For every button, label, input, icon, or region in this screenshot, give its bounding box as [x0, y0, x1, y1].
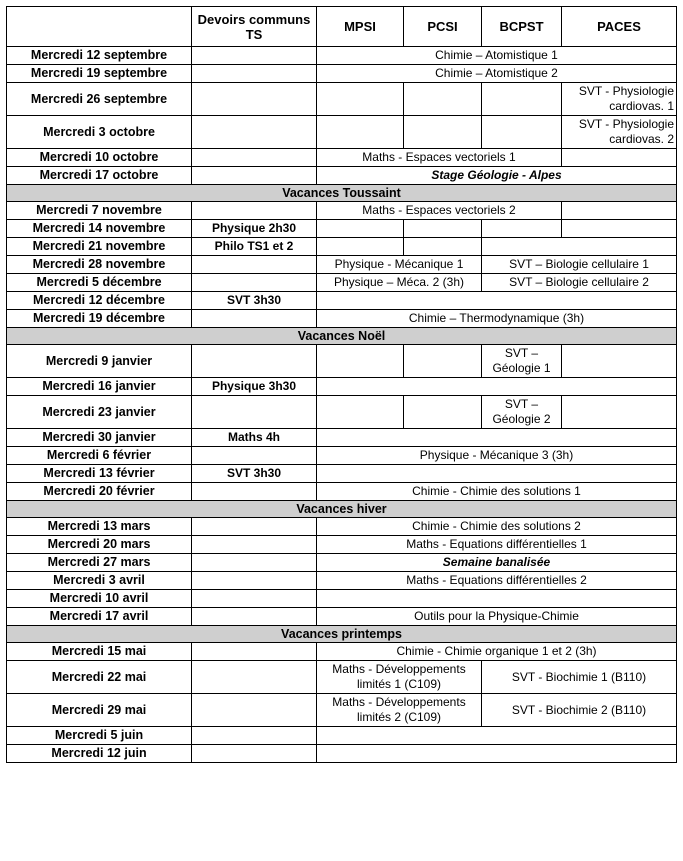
table-row [7, 292, 677, 310]
row-date: Mercredi 15 mai [7, 643, 192, 661]
mpsi-cell [317, 220, 404, 238]
pcsi-cell [404, 238, 482, 256]
table-row [7, 47, 677, 65]
vacation-row [7, 185, 677, 202]
devoirs-cell [192, 727, 317, 745]
devoirs-cell [192, 83, 317, 116]
devoirs-cell [192, 116, 317, 149]
row-date: Mercredi 22 mai [7, 661, 192, 694]
table-row [7, 378, 677, 396]
empty-span [317, 378, 677, 396]
header-mpsi: MPSI [317, 7, 404, 47]
mpsi-cell [317, 83, 404, 116]
devoirs-cell [192, 167, 317, 185]
paces-cell [562, 345, 677, 378]
empty-span [317, 727, 677, 745]
session-mpsi-pcsi: Physique - Mécanique 1 [317, 256, 482, 274]
devoirs-cell [192, 590, 317, 608]
row-date: Mercredi 28 novembre [7, 256, 192, 274]
pcsi-cell [404, 345, 482, 378]
bcpst-cell [482, 116, 562, 149]
devoirs-cell: Maths 4h [192, 429, 317, 447]
pcsi-cell [404, 83, 482, 116]
devoirs-cell [192, 745, 317, 763]
empty-span-bcpst-paces [482, 238, 677, 256]
devoirs-cell [192, 643, 317, 661]
session-mpsi-to-paces: Chimie – Thermodynamique (3h) [317, 310, 677, 328]
table-row [7, 238, 677, 256]
devoirs-cell [192, 554, 317, 572]
table-row [7, 149, 677, 167]
vacation-label: Vacances printemps [7, 626, 677, 643]
devoirs-cell [192, 396, 317, 429]
devoirs-cell [192, 518, 317, 536]
devoirs-cell: Physique 3h30 [192, 378, 317, 396]
devoirs-cell [192, 572, 317, 590]
pcsi-cell [404, 220, 482, 238]
devoirs-cell [192, 256, 317, 274]
table-row [7, 220, 677, 238]
mpsi-cell [317, 345, 404, 378]
table-row [7, 661, 677, 694]
session-mpsi-to-paces: Outils pour la Physique-Chimie [317, 608, 677, 626]
header-paces: PACES [562, 7, 677, 47]
session-mpsi-pcsi: Physique – Méca. 2 (3h) [317, 274, 482, 292]
table-row [7, 518, 677, 536]
mpsi-cell [317, 116, 404, 149]
devoirs-cell [192, 694, 317, 727]
session-bcpst-paces: SVT – Biologie cellulaire 1 [482, 256, 677, 274]
paces-cell [562, 149, 677, 167]
session-mpsi-to-paces: Stage Géologie - Alpes [317, 167, 677, 185]
row-date: Mercredi 20 février [7, 483, 192, 501]
devoirs-cell: Physique 2h30 [192, 220, 317, 238]
devoirs-cell [192, 536, 317, 554]
paces-cell [562, 220, 677, 238]
row-date: Mercredi 12 septembre [7, 47, 192, 65]
row-date: Mercredi 13 mars [7, 518, 192, 536]
row-date: Mercredi 17 octobre [7, 167, 192, 185]
table-row [7, 256, 677, 274]
table-row [7, 65, 677, 83]
devoirs-cell: SVT 3h30 [192, 292, 317, 310]
row-date: Mercredi 19 septembre [7, 65, 192, 83]
row-date: Mercredi 26 septembre [7, 83, 192, 116]
session-mpsi-to-paces: Chimie - Chimie organique 1 et 2 (3h) [317, 643, 677, 661]
paces-cell: SVT - Physiologie cardiovas. 2 [562, 116, 677, 149]
row-date: Mercredi 3 octobre [7, 116, 192, 149]
table-row [7, 483, 677, 501]
row-date: Mercredi 30 janvier [7, 429, 192, 447]
header-date-column [7, 7, 192, 47]
devoirs-cell: Philo TS1 et 2 [192, 238, 317, 256]
session-mpsi-to-paces: Chimie - Chimie des solutions 2 [317, 518, 677, 536]
row-date: Mercredi 20 mars [7, 536, 192, 554]
table-row [7, 396, 677, 429]
bcpst-cell [482, 220, 562, 238]
devoirs-cell [192, 310, 317, 328]
table-row [7, 694, 677, 727]
row-date: Mercredi 13 février [7, 465, 192, 483]
session-mpsi-to-paces: Chimie – Atomistique 2 [317, 65, 677, 83]
table-row [7, 167, 677, 185]
bcpst-cell [482, 83, 562, 116]
devoirs-cell [192, 47, 317, 65]
devoirs-cell [192, 447, 317, 465]
table-row [7, 727, 677, 745]
row-date: Mercredi 9 janvier [7, 345, 192, 378]
table-row [7, 465, 677, 483]
bcpst-cell: SVT – Géologie 1 [482, 345, 562, 378]
session-mpsi-to-paces: Maths - Equations différentielles 2 [317, 572, 677, 590]
table-row [7, 572, 677, 590]
table-row [7, 608, 677, 626]
table-row [7, 83, 677, 116]
vacation-row [7, 501, 677, 518]
vacation-label: Vacances hiver [7, 501, 677, 518]
session-bcpst-paces: SVT - Biochimie 2 (B110) [482, 694, 677, 727]
table-row [7, 554, 677, 572]
table-row [7, 345, 677, 378]
vacation-label: Vacances Noël [7, 328, 677, 345]
session-mpsi-to-paces: Chimie - Chimie des solutions 1 [317, 483, 677, 501]
devoirs-cell [192, 274, 317, 292]
devoirs-cell [192, 661, 317, 694]
row-date: Mercredi 17 avril [7, 608, 192, 626]
table-row [7, 745, 677, 763]
table-row [7, 310, 677, 328]
table-row [7, 643, 677, 661]
mpsi-cell [317, 396, 404, 429]
row-date: Mercredi 19 décembre [7, 310, 192, 328]
pcsi-cell [404, 396, 482, 429]
row-date: Mercredi 23 janvier [7, 396, 192, 429]
row-date: Mercredi 3 avril [7, 572, 192, 590]
devoirs-cell [192, 149, 317, 167]
session-bcpst-paces: SVT - Biochimie 1 (B110) [482, 661, 677, 694]
session-mpsi-to-bcpst: Maths - Espaces vectoriels 1 [317, 149, 562, 167]
paces-cell: SVT - Physiologie cardiovas. 1 [562, 83, 677, 116]
devoirs-cell [192, 608, 317, 626]
session-mpsi-to-paces: Semaine banalisée [317, 554, 677, 572]
header-pcsi: PCSI [404, 7, 482, 47]
table-row [7, 116, 677, 149]
devoirs-cell [192, 345, 317, 378]
schedule-body [7, 47, 677, 763]
session-mpsi-to-paces: Chimie – Atomistique 1 [317, 47, 677, 65]
devoirs-cell [192, 65, 317, 83]
table-row [7, 274, 677, 292]
header-devoirs-communs: Devoirs communs TS [192, 7, 317, 47]
row-date: Mercredi 21 novembre [7, 238, 192, 256]
table-row [7, 590, 677, 608]
empty-span [317, 292, 677, 310]
row-date: Mercredi 7 novembre [7, 202, 192, 220]
pcsi-cell [404, 116, 482, 149]
vacation-row [7, 626, 677, 643]
vacation-row [7, 328, 677, 345]
empty-span [317, 429, 677, 447]
row-date: Mercredi 6 février [7, 447, 192, 465]
row-date: Mercredi 10 octobre [7, 149, 192, 167]
session-mpsi-pcsi: Maths - Développements limités 1 (C109) [317, 661, 482, 694]
devoirs-cell [192, 483, 317, 501]
empty-span [317, 465, 677, 483]
paces-cell [562, 202, 677, 220]
table-row [7, 536, 677, 554]
empty-span [317, 745, 677, 763]
mpsi-cell [317, 238, 404, 256]
row-date: Mercredi 14 novembre [7, 220, 192, 238]
schedule-table [6, 6, 677, 763]
empty-span [317, 590, 677, 608]
session-mpsi-to-paces: Physique - Mécanique 3 (3h) [317, 447, 677, 465]
bcpst-cell: SVT – Géologie 2 [482, 396, 562, 429]
session-mpsi-to-bcpst: Maths - Espaces vectoriels 2 [317, 202, 562, 220]
row-date: Mercredi 12 juin [7, 745, 192, 763]
devoirs-cell: SVT 3h30 [192, 465, 317, 483]
row-date: Mercredi 12 décembre [7, 292, 192, 310]
paces-cell [562, 396, 677, 429]
session-bcpst-paces: SVT – Biologie cellulaire 2 [482, 274, 677, 292]
header-row [7, 7, 677, 47]
row-date: Mercredi 10 avril [7, 590, 192, 608]
row-date: Mercredi 29 mai [7, 694, 192, 727]
session-mpsi-to-paces: Maths - Equations différentielles 1 [317, 536, 677, 554]
row-date: Mercredi 5 juin [7, 727, 192, 745]
session-mpsi-pcsi: Maths - Développements limités 2 (C109) [317, 694, 482, 727]
row-date: Mercredi 16 janvier [7, 378, 192, 396]
header-bcpst: BCPST [482, 7, 562, 47]
row-date: Mercredi 5 décembre [7, 274, 192, 292]
table-row [7, 202, 677, 220]
table-row [7, 429, 677, 447]
devoirs-cell [192, 202, 317, 220]
row-date: Mercredi 27 mars [7, 554, 192, 572]
vacation-label: Vacances Toussaint [7, 185, 677, 202]
table-row [7, 447, 677, 465]
